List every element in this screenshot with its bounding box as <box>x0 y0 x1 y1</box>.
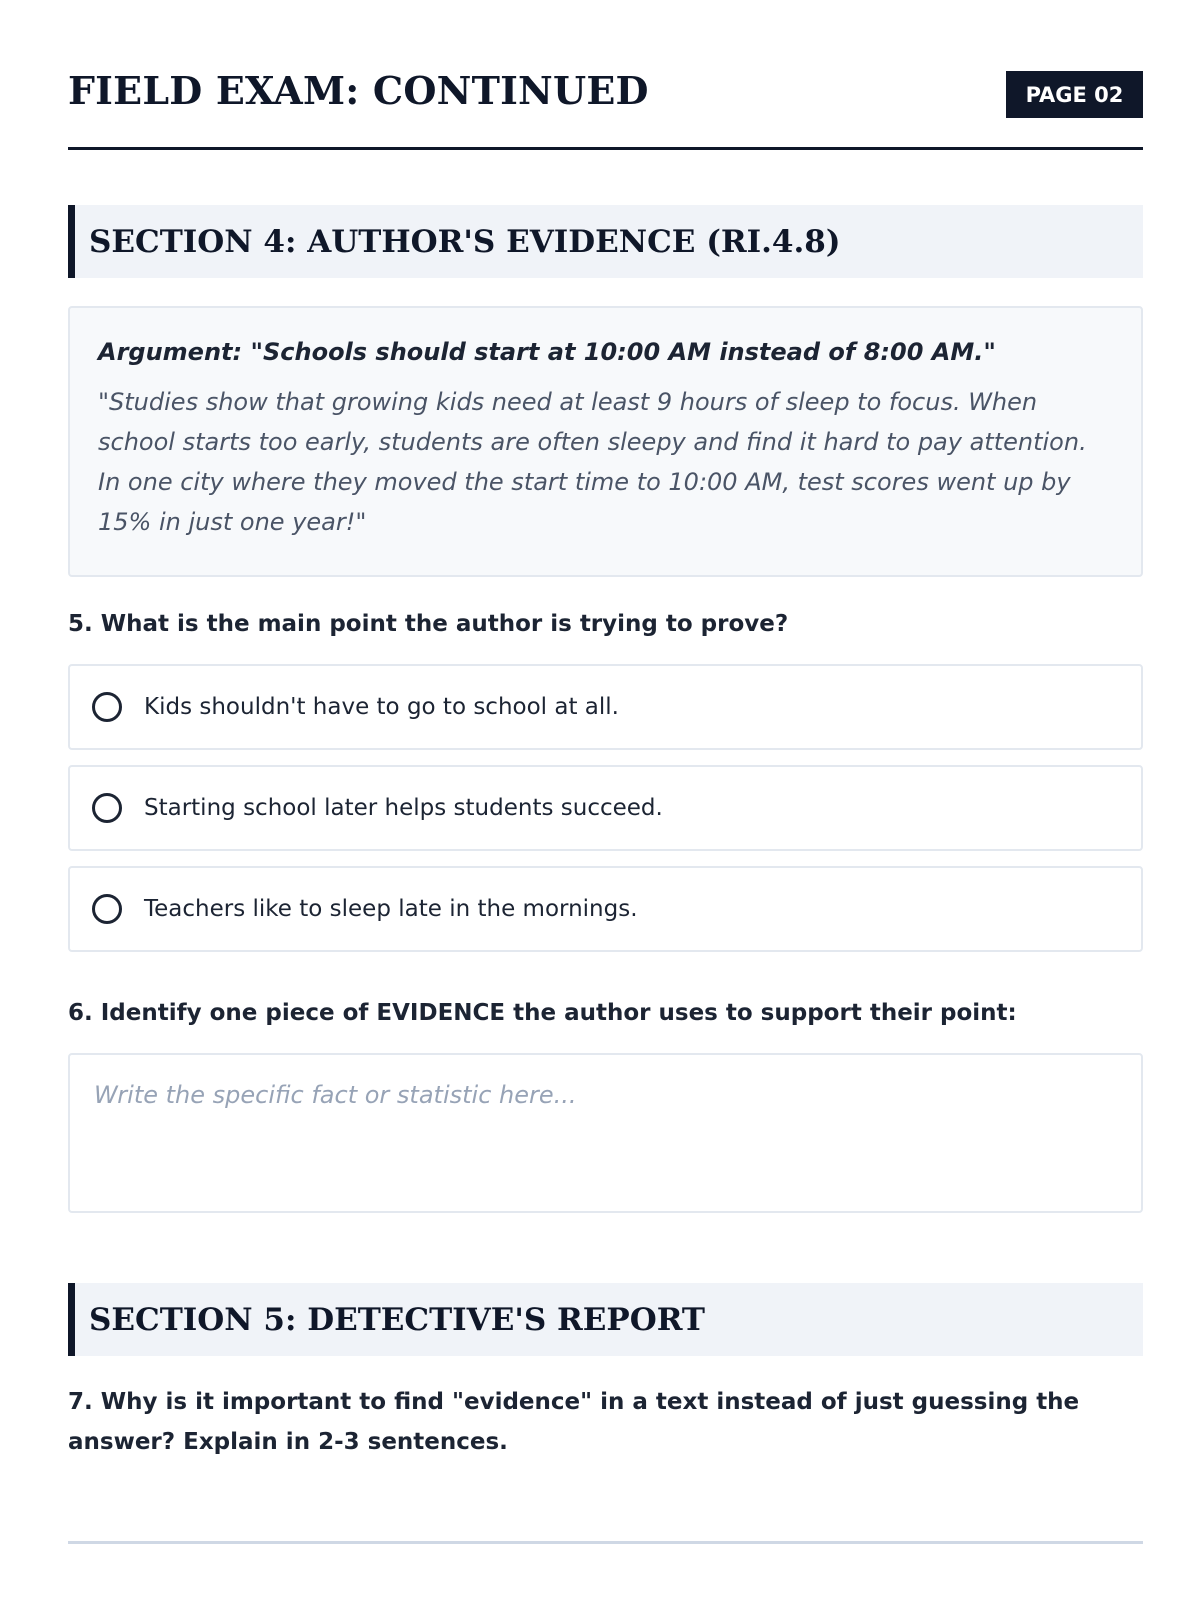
radio-button-icon[interactable] <box>92 793 122 823</box>
question-5-option-2[interactable] <box>68 765 1143 851</box>
section-4-title: SECTION 4: AUTHOR'S EVIDENCE (RI.4.8) <box>89 223 841 260</box>
question-5-option-1[interactable] <box>68 664 1143 750</box>
option-label: Teachers like to sleep late in the mornings. <box>144 896 638 922</box>
section-5-title: SECTION 5: DETECTIVE'S REPORT <box>89 1301 705 1338</box>
question-6-text: 6. Identify one piece of EVIDENCE the author uses to support their point: <box>68 1000 1017 1026</box>
question-7-text: 7. Why is it important to find "evidence" in a text instead of just guessing the answer? Explain in 2-3 sentences. <box>68 1389 1080 1455</box>
evidence-answer-field[interactable] <box>68 1053 1143 1213</box>
question-5-option-3[interactable] <box>68 866 1143 952</box>
argument-quote: "Studies show that growing kids need at least 9 hours of sleep to focus. When school starts too early, students are often sleepy and find it hard to pay attention. In one city where they moved the start time to 10:00 AM, test scores went up by 15% in just one year!" <box>98 388 1087 536</box>
option-label: Kids shouldn't have to go to school at all. <box>144 694 619 720</box>
option-label: Starting school later helps students succeed. <box>144 795 663 821</box>
page-title: FIELD EXAM: CONTINUED <box>68 68 649 113</box>
argument-passage-box <box>68 306 1143 577</box>
section-4-header <box>68 205 1143 278</box>
question-5-text: 5. What is the main point the author is trying to prove? <box>68 611 789 637</box>
radio-button-icon[interactable] <box>92 692 122 722</box>
page-header <box>68 60 1143 150</box>
page-number-badge: PAGE 02 <box>1006 71 1143 118</box>
answer-writing-line[interactable] <box>68 1541 1143 1544</box>
section-5-header <box>68 1283 1143 1356</box>
radio-button-icon[interactable] <box>92 894 122 924</box>
argument-title: Argument: "Schools should start at 10:00 AM instead of 8:00 AM." <box>98 338 996 366</box>
